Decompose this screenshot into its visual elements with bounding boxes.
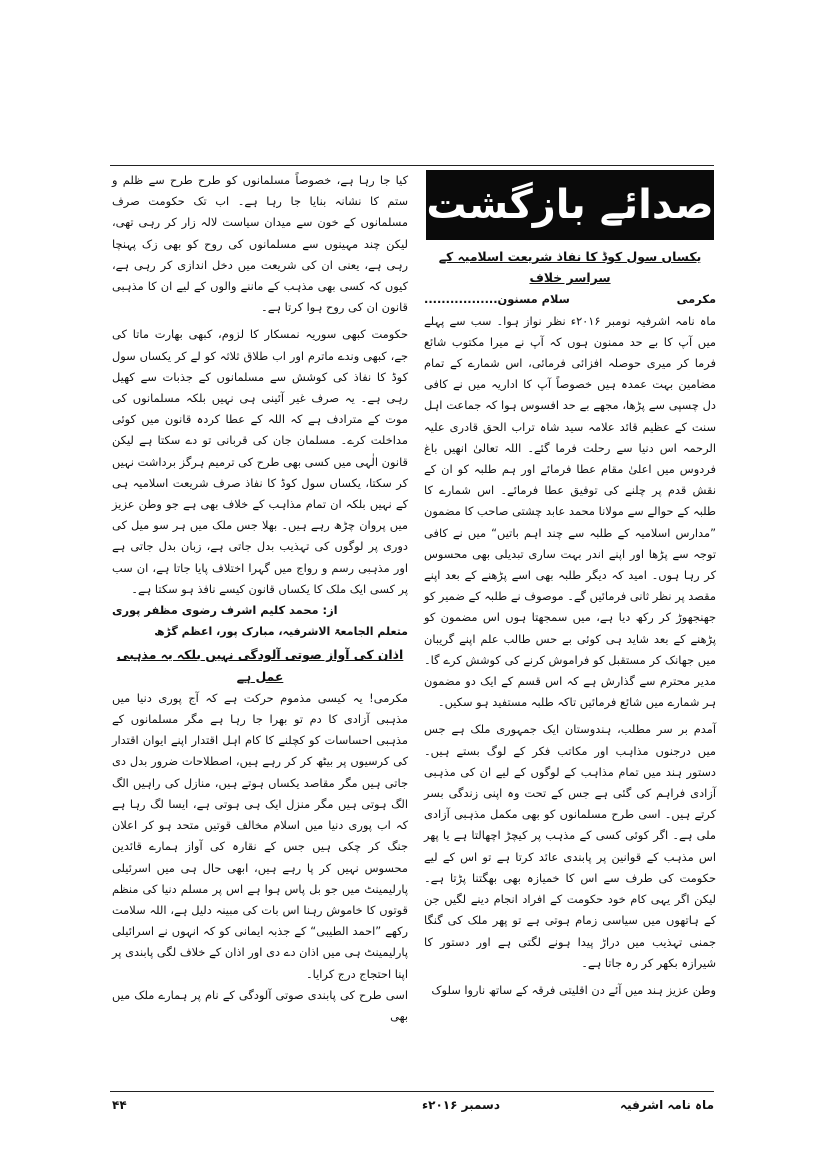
article-headline: اذان کی آواز صوتی آلودگی نہیں بلکہ یہ مذہبی عمل ہے <box>116 647 404 684</box>
greeting: سلام مسنون................. <box>424 292 570 307</box>
right-column <box>424 170 716 1001</box>
magazine-name: ماہ نامہ اشرفیہ <box>620 1098 714 1112</box>
bottom-rule <box>110 1091 714 1092</box>
author-signature: از: محمد کلیم اشرف رضوی مظفر پوری <box>112 603 338 618</box>
top-rule <box>110 165 714 166</box>
salutation-row <box>424 289 716 310</box>
paragraph: کیا جا رہا ہے، خصوصاً مسلمانوں کو طرح طرح سے ظلم و ستم کا نشانہ بنایا جا رہا ہے۔ اب تک حکومت صرف مسلمانوں کے خون سے میدان سیاست لالہ زار کر رہی تھی، لیکن چند مہینوں سے مسلمانوں کی روح کو بھی زک پہنچا رہی ہے، یعنی ان کی شریعت میں دخل اندازی کر رہی ہے، کیوں کہ کسی بھی مذہب کے ماننے والوں کے لیے ان کا مذہبی قانون ان کی روح ہوا کرتا ہے۔ <box>112 173 408 315</box>
paragraph: اسی طرح کی پابندی صوتی آلودگی کے نام پر ہمارے ملک میں بھی <box>112 987 408 1023</box>
article-headline: یکساں سول کوڈ کا نفاذ شریعت اسلامیہ کے سراسر خلاف <box>438 249 702 286</box>
paragraph: حکومت کبھی سوریہ نمسکار کا لزوم، کبھی بھارت ماتا کی جے، کبھی وندے ماترم اور اب طلاق ثلاثہ کو لے کر یکساں سول کوڈ کا نفاذ کی کوشش سے مسلمانوں کے جذبات سے کھیل رہی ہے۔ یہ صرف غیر آئینی ہی نہیں بلکہ مسلمانوں کی موت کے مترادف ہے کہ اللہ کے عطا کردہ قانون میں کوئی مداخلت کرے۔ مسلمان جان کی قربانی تو دے سکتا ہے لیکن قانون الٰہی میں کسی بھی طرح کی ترمیم ہرگز برداشت نہیں کر سکتا، یکساں سول کوڈ کا نفاذ صرف شریعت اسلامیہ ہی کے نہیں بلکہ ان تمام مذاہب کے خلاف بھی ہے جو وطن عزیز میں پروان چڑھ رہے ہیں۔ بھلا جس ملک میں ہر سو میل کی دوری پر لوگوں کی تہذیب بدل جاتی ہے، زبان بدل جاتی ہے اور مذہبی رسم و رواج میں گہرا اختلاف پایا جاتا ہے، ان سب پر کسی ایک ملک کا یکساں قانون کیسے نافذ ہو سکتا ہے۔ <box>112 327 408 596</box>
page-footer <box>112 1094 714 1116</box>
salutation: مکرمی <box>676 292 716 307</box>
issue-date: دسمبر ۲۰۱۶ء <box>422 1098 500 1112</box>
paragraph: وطن عزیز ہند میں آئے دن اقلیتی فرقہ کے ساتھ ناروا سلوک <box>431 982 716 997</box>
page-number: ۴۴ <box>112 1098 127 1112</box>
author-affiliation: متعلم الجامعۃ الاشرفیہ، مبارک پور، اعظم گڑھ <box>154 625 408 639</box>
paragraph: ماہ نامہ اشرفیہ نومبر ۲۰۱۶ء نظر نواز ہوا۔ سب سے پہلے میں آپ کا بے حد ممنون ہوں کہ آپ نے میرا مکتوب شائع فرما کر میری حوصلہ افزائی فرمائی، اس شمارے کے تمام مضامین بہت عمدہ ہیں خصوصاً آپ کا اداریہ میں نے کافی دل چسپی سے پڑھا، مجھے بے حد افسوس ہوا کہ جماعت اہل سنت کے عظیم قائد علامہ سید شاہ تراب الحق قادری علیہ الرحمہ اس دنیا سے رحلت فرما گئے۔ اللہ تعالیٰ انھیں باغ فردوس میں اعلیٰ مقام عطا فرمائے اور ہم طلبہ کو ان کے نقش قدم پر چلنے کی توفیق عطا فرمائے۔ اس شمارے کا طلبہ کے حوالے سے مولانا محمد عابد چشتی صاحب کا مضمون ”مدارس اسلامیہ کے طلبہ سے چند اہم باتیں“ میں نے کافی توجہ سے پڑھا اور اپنے اندر بہت ساری تبدیلی بھی محسوس کر رہا ہوں۔ امید کہ دیگر طلبہ بھی اسے پڑھنے کے بعد اپنے مقصد پر نظر ثانی فرمائیں گے۔ موصوف نے طلبہ کے ضمیر کو جھنجھوڑ کر رکھ دیا ہے، میں سمجھتا ہوں اس مضمون کو پڑھنے کے بعد شاید ہی کوئی بے حس طالب علم اپنے گریبان میں جھانک کر مستقبل کو فراموش کرنے کی کوشش کرے گا۔ مدیر محترم سے گذارش ہے کہ اس قسم کے ایک دو مضمون ہر شمارے میں شائع فرمائیں تاکہ طلبہ مستفید ہو سکیں۔ <box>424 313 717 710</box>
left-column <box>112 170 408 1027</box>
paragraph: آمدم بر سر مطلب، ہندوستان ایک جمہوری ملک ہے جس میں درجنوں مذاہب اور مکاتب فکر کے لوگ بستے ہیں۔ دستور ہند میں تمام مذاہب کے لوگوں کے لیے ان کی مذہبی آزادی فراہم کی گئی ہے جس کے تحت وہ اپنی زندگی بسر کرتے ہیں۔ اسی طرح مسلمانوں کو بھی مکمل مذہبی آزادی ملی ہے۔ اگر کوئی کسی کے مذہب پر کیچڑ اچھالتا ہے یا پھر اس مذہب کے قوانین پر پابندی عائد کرتا ہے تو اس کے لیے حکومت کی طرف سے اس کا خمیازہ بھی بھگتنا پڑتا ہے۔ لیکن اگر یہی کام خود حکومت کے افراد انجام دینے لگیں جن کے ہاتھوں میں سیاسی زمام ہوتی ہے تو پھر ملک کی گنگا جمنی تہذیب میں دراڑ پیدا ہونے لگتی ہے اور دستور کا شیرازہ بکھر کر رہ جاتا ہے۔ <box>424 722 716 970</box>
masthead: صدائے بازگشت <box>426 170 714 240</box>
paragraph: مکرمی! یہ کیسی مذموم حرکت ہے کہ آج پوری دنیا میں مذہبی آزادی کا دم تو بھرا جا رہا ہے مگر مسلمانوں کے مذہبی احساسات کو کچلنے کا کام اہل اقتدار اپنے ایوان اقتدار کی کرسیوں پر بیٹھ کر کر رہے ہیں، اصطلاحات ضرور بدل دی جاتی ہیں مگر مقاصد یکساں ہوتے ہیں، منازل کی راہیں الگ الگ ہوتی ہیں مگر منزل ایک ہی ہوتی ہے، ایسا لگ رہا ہے کہ اب پوری دنیا میں اسلام مخالف قوتیں متحد ہو کر اعلان جنگ کر چکی ہیں جس کے نقارہ کی آواز ہمارے قائدین محسوس نہیں کر پا رہے ہیں، ابھی حال ہی میں اسرئیلی پارلیمینٹ میں جو بل پاس ہوا ہے اس پر مسلم دنیا کی منظم قوتوں کا خاموش رہنا اس بات کی مبینہ دلیل ہے، اللہ سلامت رکھے ”احمد الطیبی“ کے جذبہ ایمانی کو کہ انہوں نے اسرائیلی پارلیمینٹ ہی میں اذان دے دی اور اذان کے خلاف لگی پابندی پر اپنا احتجاج درج کرایا۔ <box>112 690 408 981</box>
